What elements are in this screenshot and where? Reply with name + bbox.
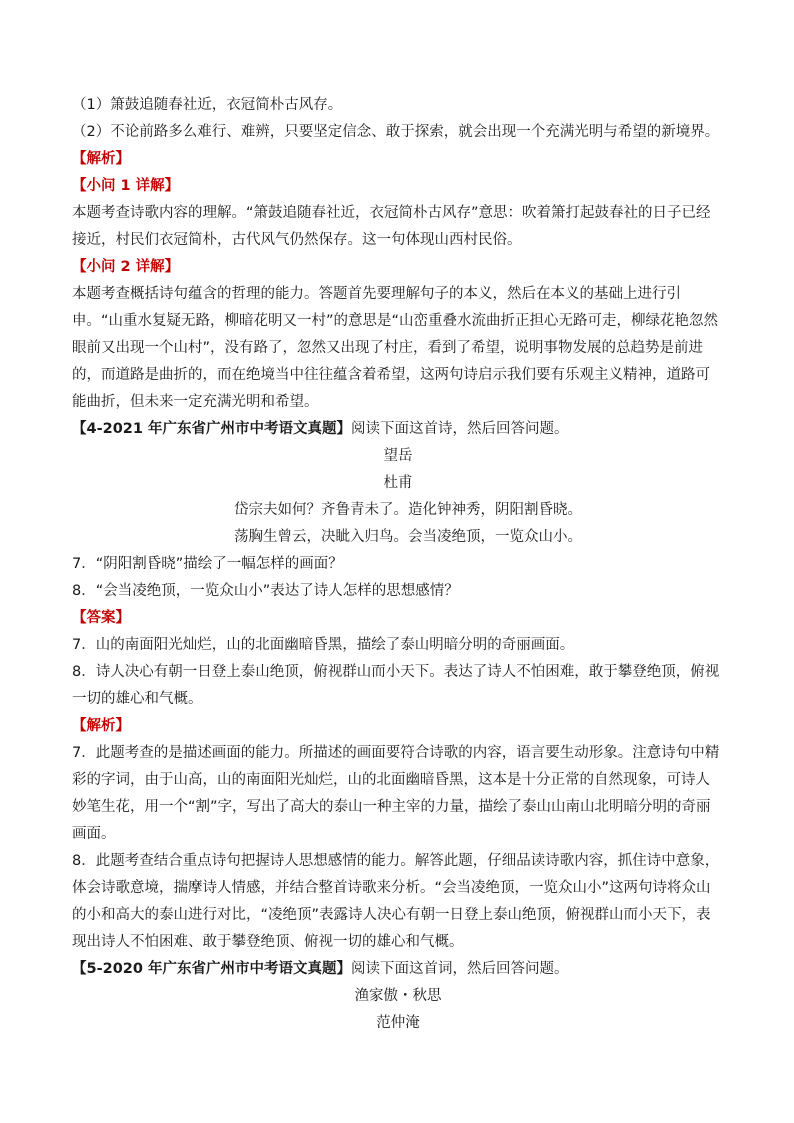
answer-heading: 【答案】 bbox=[72, 610, 130, 626]
poem-title-5: 渔家傲・秋思 bbox=[354, 988, 442, 1004]
sub-question-2-explanation: 本题考查概括诗句蕴含的哲理的能力。答题首先要理解句子的本义，然后在本义的基础上进行引申。“山重水复疑无路，柳暗花明又一村”的意思是“山峦重叠水流曲折正担心无路可走，柳绿花艳忽然眼前又出现一个山村”，没有路了，忽然又出现了村庄，看到了希望，说明事物发展的总趋势是前进的，而道路是曲折的，而在绝境当中往往蕴含着希望，这两句诗启示我们要有乐观主义精神，道路可能曲折，但未来一定充满光明和希望。 bbox=[72, 286, 719, 410]
sub-question-1-explanation: 本题考查诗歌内容的理解。“箫鼓追随春社近，衣冠简朴古风存”意思：吹着箫打起鼓春社的日子已经接近，村民们衣冠简朴，古代风气仍然保存。这一句体现山西村民俗。 bbox=[72, 205, 711, 248]
answer-7: 7．山的南面阳光灿烂，山的北面幽暗昏黑，描绘了泰山明暗分明的奇丽画面。 bbox=[72, 637, 575, 653]
question-source-4 bbox=[72, 416, 724, 443]
sub-question-1-heading: 【小问 1 详解】 bbox=[72, 178, 180, 194]
explanation-8: 8．此题考查结合重点诗句把握诗人思想感情的能力。解答此题，仔细品读诗歌内容，抓住诗中意象，体会诗歌意境，揣摩诗人情感，并结合整首诗歌来分析。“会当凌绝顶，一览众山小”这两句诗将众山的小和高大的泰山进行对比，“凌绝顶”表露诗人决心有朝一日登上泰山绝顶，俯视群山而小天下，表现出诗人不怕困难、敢于攀登绝顶、俯视一切的雄心和气概。 bbox=[72, 853, 720, 950]
poem-title: 望岳 bbox=[383, 448, 413, 464]
answer-8: 8．诗人决心有朝一日登上泰山绝顶，俯视群山而小天下。表达了诗人不怕困难，敢于攀登绝顶，俯视一切的雄心和气概。 bbox=[72, 664, 720, 707]
answer-2: （2）不论前路多么难行、难辨，只要坚定信念、敢于探索，就会出现一个充满光明与希望的新境界。 bbox=[72, 124, 720, 140]
explanation-7: 7．此题考查的是描述画面的能力。所描述的画面要符合诗歌的内容，语言要生动形象。注意诗句中精彩的字词，由于山高，山的南面阳光灿烂，山的北面幽暗昏黑，这本是十分正常的自然现象，可诗人妙笔生花，用一个“割”字，写出了高大的泰山一种主宰的力量，描绘了泰山山南山北明暗分明的奇丽画面。 bbox=[72, 745, 720, 842]
question-7: 7．“阴阳割昏晓”描绘了一幅怎样的画面？ bbox=[72, 556, 343, 572]
poem-line-2: 荡胸生曾云，决眦入归鸟。会当凌绝顶，一览众山小。 bbox=[234, 529, 582, 545]
source-instruction-5: 阅读下面这首词，然后回答问题。 bbox=[351, 961, 569, 977]
poem-author-5: 范仲淹 bbox=[376, 1015, 420, 1031]
source-label: 【4-2021 年广东省广州市中考语文真题】 bbox=[72, 421, 352, 437]
poem-author: 杜甫 bbox=[383, 475, 413, 491]
sub-question-2-heading: 【小问 2 详解】 bbox=[72, 259, 180, 275]
analysis-heading: 【解析】 bbox=[72, 151, 130, 167]
analysis-heading-2: 【解析】 bbox=[72, 718, 130, 734]
question-source-5 bbox=[72, 956, 724, 983]
source-instruction: 阅读下面这首诗，然后回答问题。 bbox=[351, 421, 569, 437]
source-label-5: 【5-2020 年广东省广州市中考语文真题】 bbox=[72, 961, 352, 977]
answer-1: （1）箫鼓追随春社近，衣冠简朴古风存。 bbox=[72, 97, 343, 113]
poem-line-1: 岱宗夫如何？齐鲁青未了。造化钟神秀，阴阳割昏晓。 bbox=[234, 502, 582, 518]
question-8: 8．“会当凌绝顶，一览众山小”表达了诗人怎样的思想感情？ bbox=[72, 583, 459, 599]
document-page bbox=[72, 92, 724, 1037]
